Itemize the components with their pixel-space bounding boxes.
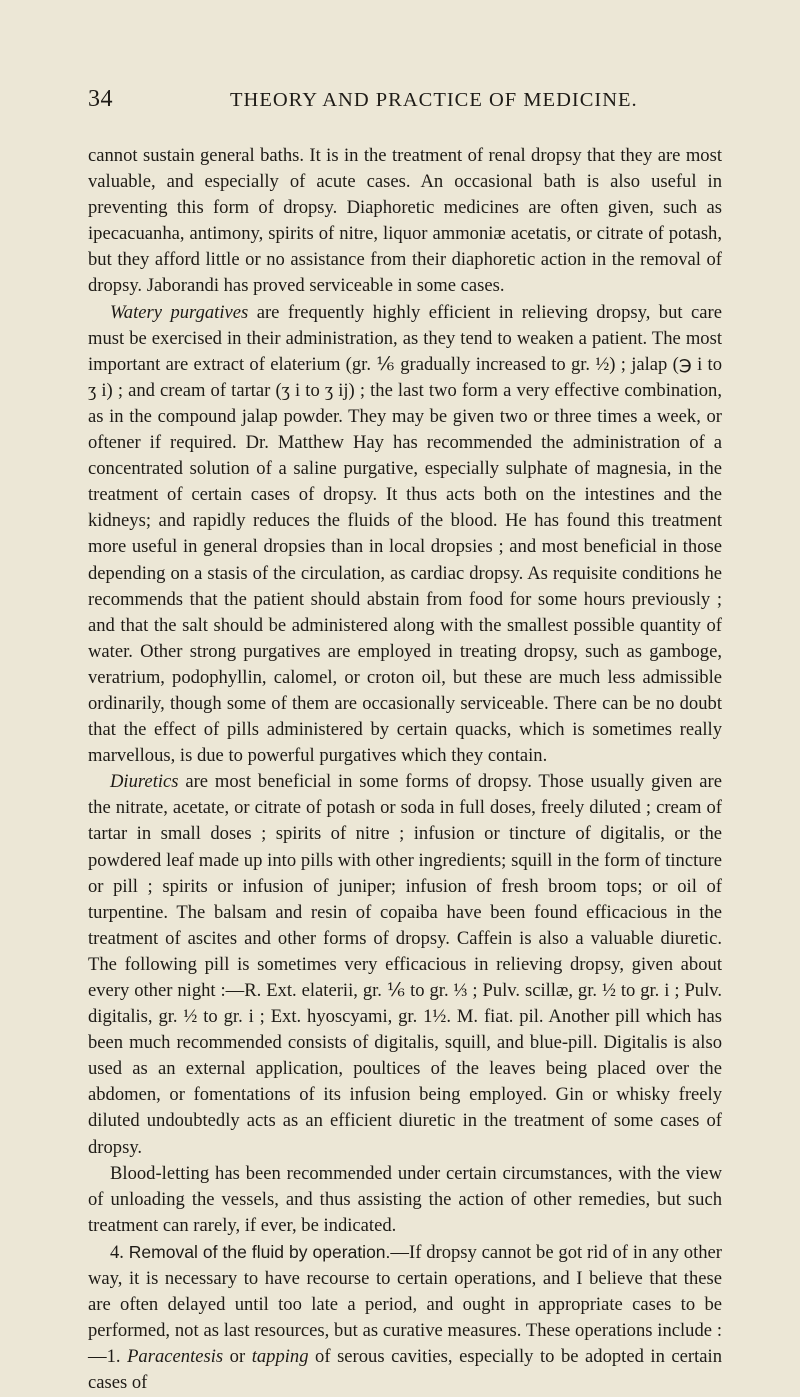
paragraph-removal bbox=[88, 1239, 722, 1397]
page-number: 34 bbox=[88, 86, 113, 112]
body-text bbox=[88, 143, 722, 1397]
purgatives-text: are frequently highly efficient in relieving dropsy, but care must be exercised in their administration, as they tend to weaken a patient. The most important are extract of elaterium (gr. ⅙ gradually increased to gr. ½) ; jalap (℈ i to ʒ i) ; and cream of tartar (ʒ i to ʒ ij) ; the last two form a very effective combination, as in the compound jalap powder. They may be given two or three times a week, or oftener if required. Dr. Matthew Hay has recommended the administration of a concentrated solution of a saline purgative, especially sulphate of magnesia, in the treatment of certain cases of dropsy. It thus acts both on the intestines and the kidneys; and rapidly reduces the fluids of the blood. He has found this treatment more useful in general dropsies than in local dropsies ; and most beneficial in those depending on a stasis of the circulation, as cardiac dropsy. As requisite conditions he recommends that the patient should abstain from food for some hours previously ; and that the salt should be administered along with the smallest possible quantity of water. Other strong purgatives are employed in treating dropsy, such as gamboge, veratrium, podophyllin, calomel, or croton oil, but these are much less admissible ordinarily, though some of them are occasionally serviceable. There can be no doubt that the effect of pills administered by certain quacks, which is sometimes really marvellous, is due to powerful purgatives which they contain. bbox=[88, 301, 722, 767]
paragraph-baths: cannot sustain general baths. It is in the treatment of renal dropsy that they are most valuable, and especially of acute cases. An occasional bath is also useful in preventing this form of dropsy. Diaphoretic medicines are often given, such as ipecacuanha, antimony, spirits of nitre, liquor ammoniæ acetatis, or citrate of potash, but they afford little or no assistance from their diaphoretic action in the removal of dropsy. Jaborandi has proved serviceable in some cases. bbox=[88, 145, 722, 297]
removal-text-c: of serous cavities, especially to be adopted in certain cases of bbox=[88, 1346, 722, 1394]
paragraph-diuretics bbox=[88, 769, 722, 1160]
removal-text-b: or bbox=[223, 1346, 252, 1368]
page-header bbox=[88, 86, 724, 114]
diuretics-lead: Diuretics bbox=[110, 771, 179, 793]
section-number: 4. bbox=[110, 1241, 129, 1263]
section-heading: Removal of the fluid by operation. bbox=[128, 1241, 391, 1262]
paragraph-blood-letting: Blood-letting has been recommended under certain circumstances, with the view of unloading the vessels, and thus assisting the action of other remedies, but such treatment can rarely, if ever, be indicated. bbox=[88, 1162, 722, 1236]
running-title: THEORY AND PRACTICE OF MEDICINE. bbox=[230, 89, 638, 111]
purgatives-lead: Watery purgatives bbox=[110, 301, 249, 323]
diuretics-text: are most beneficial in some forms of dropsy. Those usually given are the nitrate, acetate, or citrate of potash or soda in full doses, freely diluted ; cream of tartar in small doses ; spirits of nitre ; infusion or tincture of digitalis, or the powdered leaf made up into pills with other ingredients; squill in the form of tincture or pill ; spirits or infusion of juniper; infusion of fresh broom tops; or oil of turpentine. The balsam and resin of copaiba have been found efficacious in the treatment of ascites and other forms of dropsy. Caffein is also a valuable diuretic. The following pill is sometimes very efficacious in relieving dropsy, given about every other night :—R. Ext. elaterii, gr. ⅙ to gr. ⅓ ; Pulv. scillæ, gr. ½ to gr. i ; Pulv. digitalis, gr. ½ to gr. i ; Ext. hyoscyami, gr. 1½. M. fiat. pil. Another pill which has been much recommended consists of digitalis, squill, and blue-pill. Digitalis is also used as an external application, poultices of the leaves being placed over the abdomen, or fomentations of its infusion being employed. Gin or whisky freely diluted undoubtedly acts as an efficient diuretic in the treatment of some cases of dropsy. bbox=[88, 771, 722, 1158]
term-paracentesis: Paracentesis bbox=[127, 1346, 224, 1368]
removal-text-a: —If dropsy cannot be got rid of in any other way, it is necessary to have recourse to certain operations, and I believe that these are often delayed until too late a period, and ought in appropriate cases to be performed, not as last resources, but as curative measures. These operations include :—1. bbox=[88, 1241, 722, 1368]
term-tapping: tapping bbox=[251, 1346, 309, 1368]
paragraph-purgatives bbox=[88, 300, 722, 770]
